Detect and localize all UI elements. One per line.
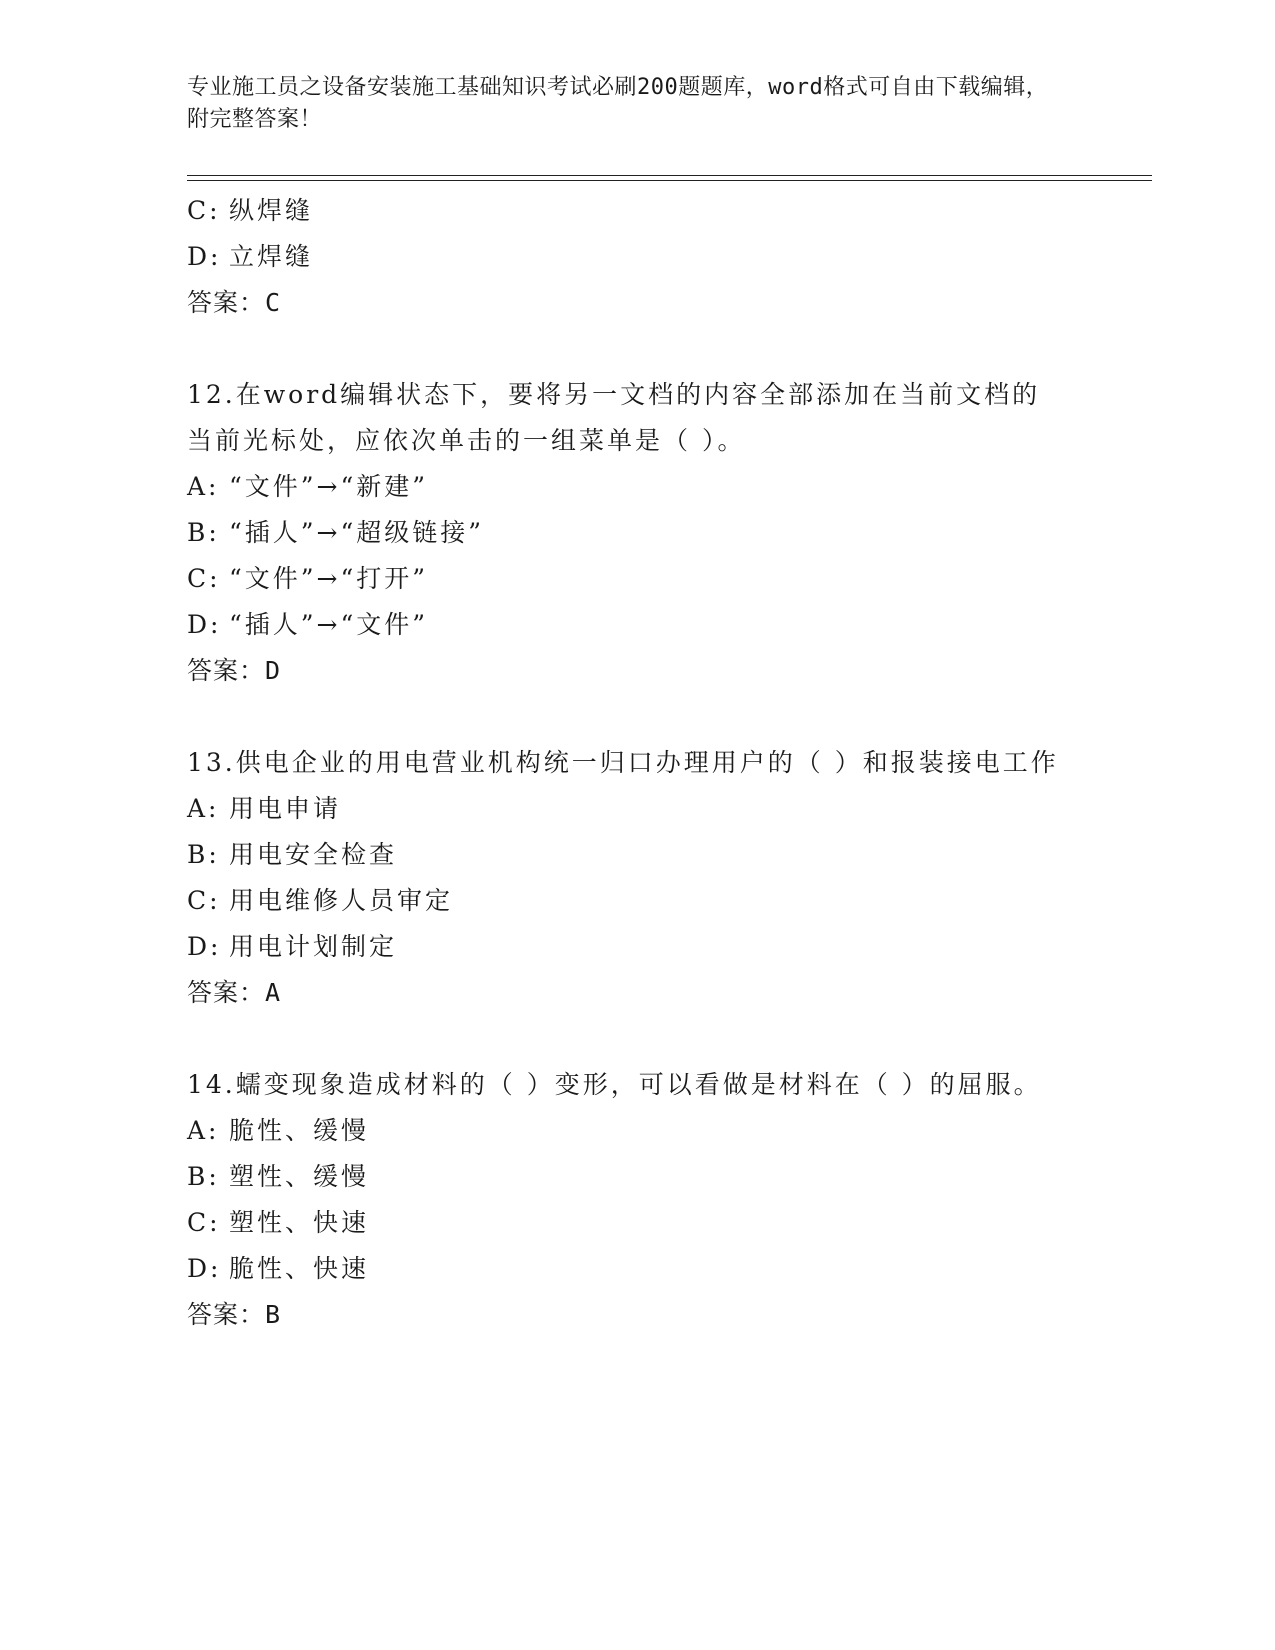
carryover-block xyxy=(187,188,1067,326)
answer-value: B xyxy=(265,1300,282,1329)
option-text: 脆性、快速 xyxy=(229,1254,370,1283)
option-row xyxy=(187,602,1067,648)
option-key: D: xyxy=(187,1254,222,1283)
option-row xyxy=(187,188,1067,234)
option-row xyxy=(187,510,1067,556)
option-text: “文件”→“打开” xyxy=(229,564,429,593)
option-row xyxy=(187,832,1067,878)
option-text: “插人”→“超级链接” xyxy=(229,518,485,547)
answer-row xyxy=(187,1292,1067,1338)
answer-row xyxy=(187,648,1067,694)
option-text: 塑性、快速 xyxy=(229,1208,370,1237)
option-text: 用电维修人员审定 xyxy=(229,886,454,915)
answer-label: 答案： xyxy=(187,1300,266,1329)
question-stem: 13.供电企业的用电营业机构统一归口办理用户的（ ）和报装接电工作 xyxy=(187,748,1059,777)
option-row xyxy=(187,1154,1067,1200)
option-text: 纵焊缝 xyxy=(229,196,314,225)
option-key: B: xyxy=(187,518,220,547)
option-key: C: xyxy=(187,1208,221,1237)
question-block-14 xyxy=(187,1062,1067,1338)
option-text: “文件”→“新建” xyxy=(229,472,429,501)
answer-label: 答案： xyxy=(187,656,266,685)
option-text: 立焊缝 xyxy=(229,242,314,271)
answer-value: D xyxy=(265,656,282,685)
option-key: C: xyxy=(187,886,221,915)
answer-label: 答案： xyxy=(187,978,266,1007)
option-row xyxy=(187,234,1067,280)
option-text: “插人”→“文件” xyxy=(229,610,429,639)
option-key: C: xyxy=(187,196,221,225)
option-key: A: xyxy=(187,1116,220,1145)
option-row xyxy=(187,556,1067,602)
option-key: A: xyxy=(187,472,220,501)
option-row xyxy=(187,1200,1067,1246)
document-body xyxy=(187,188,1067,1338)
option-text: 用电计划制定 xyxy=(229,932,398,961)
answer-label: 答案： xyxy=(187,288,266,317)
option-row xyxy=(187,924,1067,970)
option-row xyxy=(187,878,1067,924)
option-key: A: xyxy=(187,794,220,823)
option-text: 脆性、缓慢 xyxy=(229,1116,370,1145)
option-row xyxy=(187,786,1067,832)
header-divider xyxy=(187,175,1152,176)
option-text: 用电安全检查 xyxy=(229,840,398,869)
option-row xyxy=(187,1108,1067,1154)
option-key: D: xyxy=(187,242,222,271)
option-row xyxy=(187,1246,1067,1292)
option-text: 塑性、缓慢 xyxy=(229,1162,370,1191)
option-key: B: xyxy=(187,1162,220,1191)
option-key: D: xyxy=(187,610,222,639)
header-divider-secondary xyxy=(187,180,1152,181)
option-key: B: xyxy=(187,840,220,869)
answer-row xyxy=(187,280,1067,326)
question-block-12 xyxy=(187,372,1067,694)
question-block-13 xyxy=(187,740,1067,1016)
option-key: C: xyxy=(187,564,221,593)
question-stem: 14.蠕变现象造成材料的（ ）变形，可以看做是材料在（ ）的屈服。 xyxy=(187,1070,1042,1099)
document-header-title: 专业施工员之设备安装施工基础知识考试必刷200题题库，word格式可自由下载编辑，附完整答案！ xyxy=(187,75,1049,132)
answer-value: C xyxy=(265,288,282,317)
option-text: 用电申请 xyxy=(229,794,342,823)
question-stem: 12.在word编辑状态下，要将另一文档的内容全部添加在当前文档的当前光标处，应依次单击的一组菜单是（ ）。 xyxy=(187,380,1041,455)
option-key: D: xyxy=(187,932,222,961)
answer-row xyxy=(187,970,1067,1016)
option-row xyxy=(187,464,1067,510)
answer-value: A xyxy=(265,978,282,1007)
